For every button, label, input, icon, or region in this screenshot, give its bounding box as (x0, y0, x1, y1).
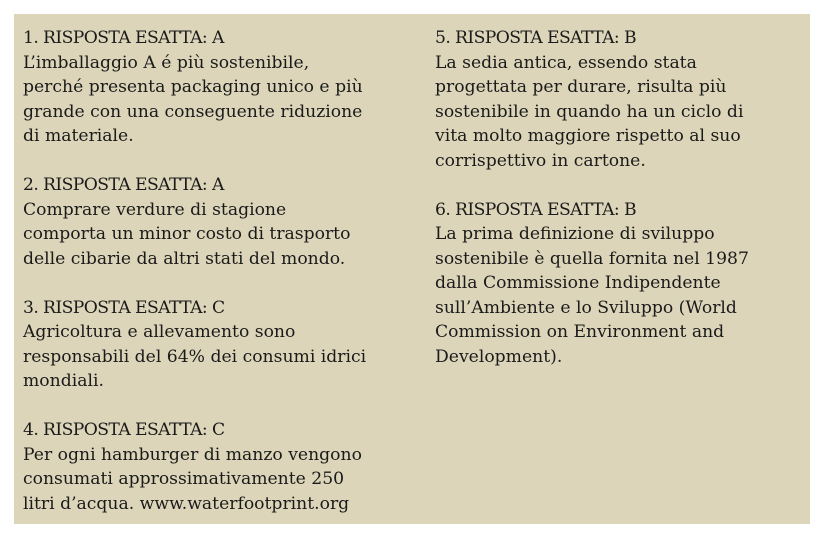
answer-line: L’imballaggio A é più sostenibile, (23, 52, 310, 73)
answer-4 (23, 418, 419, 516)
answer-line: progettata per durare, risulta più (435, 77, 727, 97)
answer-3 (23, 296, 419, 394)
answer-line: corrispettivo in cartone. (435, 150, 646, 171)
answer-6 (435, 198, 807, 370)
answer-line: Commission on Environment and (435, 322, 725, 342)
answer-heading: 5. RISPOSTA ESATTA: B (435, 28, 636, 48)
answer-line: di materiale. (23, 126, 134, 146)
answer-heading: 3. RISPOSTA ESATTA: C (23, 297, 225, 318)
answer-line: vita molto maggiore rispetto al suo (435, 126, 741, 146)
answer-line: sostenibile è quella fornita nel 1987 (435, 248, 749, 269)
answer-heading: 2. RISPOSTA ESATTA: A (23, 175, 224, 195)
answer-line: Per ogni hamburger di manzo vengono (23, 444, 362, 465)
right-column (435, 26, 807, 394)
answer-line: Development). (435, 346, 563, 367)
answer-line: La sedia antica, essendo stata (435, 52, 697, 73)
answer-line: delle cibarie da altri stati del mondo. (23, 248, 346, 269)
answer-line: consumati approssimativamente 250 (23, 469, 345, 489)
answers-panel (14, 14, 810, 524)
answer-line: La prima definizione di sviluppo (435, 224, 715, 244)
answer-line: litri d’acqua. www.waterfootprint.org (23, 493, 350, 514)
answer-heading: 4. RISPOSTA ESATTA: C (23, 420, 225, 440)
answer-1 (23, 26, 419, 149)
answer-2 (23, 173, 419, 271)
answer-line: grande con una conseguente riduzione (23, 101, 363, 122)
answer-line: comporta un minor costo di trasporto (23, 224, 351, 244)
answer-line: sull’Ambiente e lo Sviluppo (World (435, 297, 737, 318)
answer-5 (435, 26, 807, 173)
answer-heading: 6. RISPOSTA ESATTA: B (435, 199, 636, 220)
answer-line: Agricoltura e allevamento sono (23, 322, 296, 342)
answer-line: Comprare verdure di stagione (23, 199, 287, 220)
answer-line: sostenibile in quando ha un ciclo di (435, 101, 744, 122)
answer-line: responsabili del 64% dei consumi idrici (23, 346, 367, 367)
answer-line: perché presenta packaging unico e più (23, 77, 363, 97)
answer-line: mondiali. (23, 371, 104, 391)
left-column (23, 26, 419, 541)
answer-line: dalla Commissione Indipendente (435, 273, 721, 293)
answer-heading: 1. RISPOSTA ESATTA: A (23, 28, 224, 48)
